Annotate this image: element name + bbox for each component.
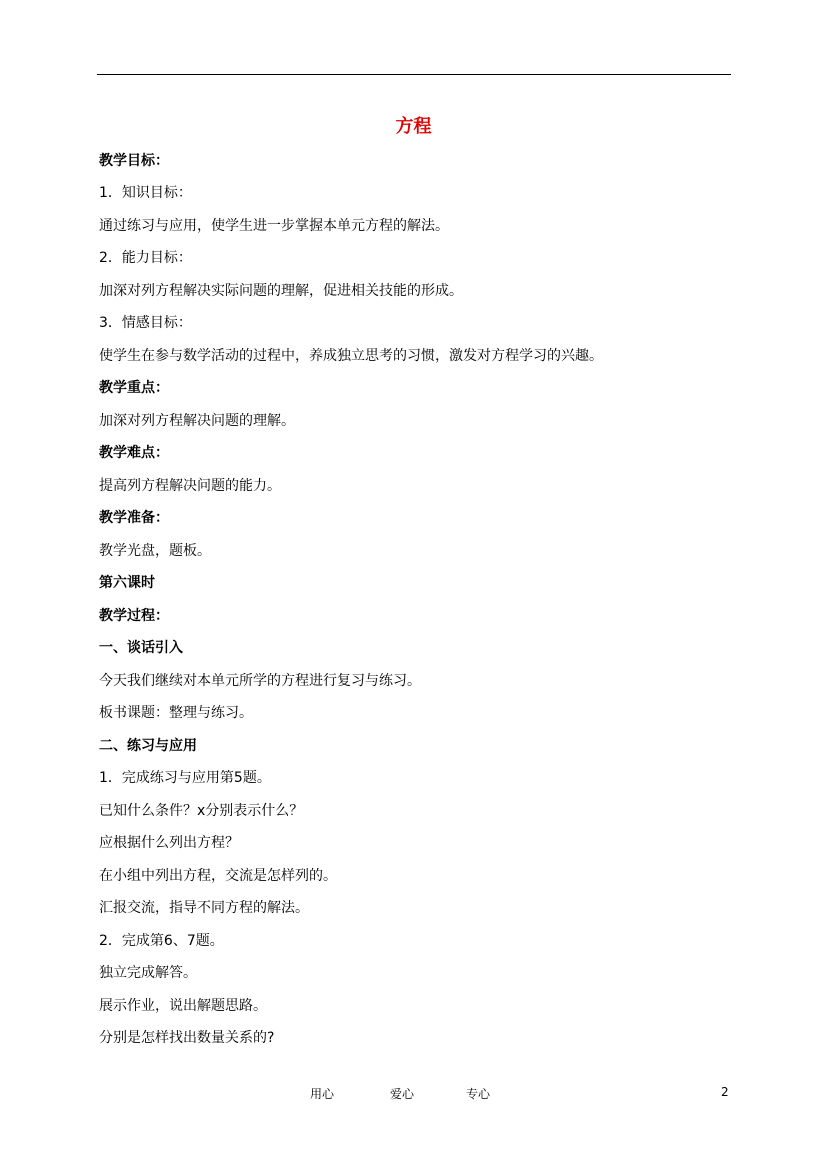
line-1: 教学目标： xyxy=(99,153,169,169)
line-27: 展示作业，说出解题思路。 xyxy=(99,998,267,1014)
footer-item-aixin: 爱心 xyxy=(390,1087,415,1101)
line-2: 1．知识目标： xyxy=(99,185,192,201)
line-18: 板书课题：整理与练习。 xyxy=(99,705,253,721)
line-4: 2．能力目标： xyxy=(99,250,192,266)
line-23: 在小组中列出方程，交流是怎样列的。 xyxy=(99,868,337,884)
line-14: 第六课时 xyxy=(99,575,155,591)
line-24: 汇报交流，指导不同方程的解法。 xyxy=(99,900,309,916)
page-number: 2 xyxy=(721,1085,729,1099)
line-16: 一、谈话引入 xyxy=(99,640,183,656)
line-5: 加深对列方程解决实际问题的理解，促进相关技能的形成。 xyxy=(99,283,463,299)
line-13: 教学光盘，题板。 xyxy=(99,543,211,559)
line-9: 加深对列方程解决问题的理解。 xyxy=(99,413,295,429)
line-6: 3．情感目标： xyxy=(99,315,192,331)
line-28: 分别是怎样找出数量关系的? xyxy=(99,1030,275,1046)
line-17: 今天我们继续对本单元所学的方程进行复习与练习。 xyxy=(99,673,421,689)
line-22: 应根据什么列出方程？ xyxy=(99,835,239,851)
line-15: 教学过程： xyxy=(99,608,169,624)
line-11: 提高列方程解决问题的能力。 xyxy=(99,478,281,494)
line-10: 教学难点： xyxy=(99,445,169,461)
line-21: 已知什么条件？x分别表示什么？ xyxy=(99,803,304,819)
line-3: 通过练习与应用，使学生进一步掌握本单元方程的解法。 xyxy=(99,218,449,234)
line-25: 2．完成第6、7题。 xyxy=(99,933,224,949)
line-26: 独立完成解答。 xyxy=(99,965,197,981)
line-12: 教学准备： xyxy=(99,510,169,526)
footer-item-yongxin: 用心 xyxy=(310,1087,335,1101)
line-19: 二、练习与应用 xyxy=(99,738,197,754)
line-8: 教学重点： xyxy=(99,380,169,396)
line-7: 使学生在参与数学活动的过程中，养成独立思考的习惯，激发对方程学习的兴趣。 xyxy=(99,348,603,364)
document-title: 方程 xyxy=(395,116,432,137)
header-rule xyxy=(97,74,731,75)
footer-item-zhuanxin: 专心 xyxy=(466,1087,491,1101)
line-20: 1．完成练习与应用第5题。 xyxy=(99,770,271,786)
